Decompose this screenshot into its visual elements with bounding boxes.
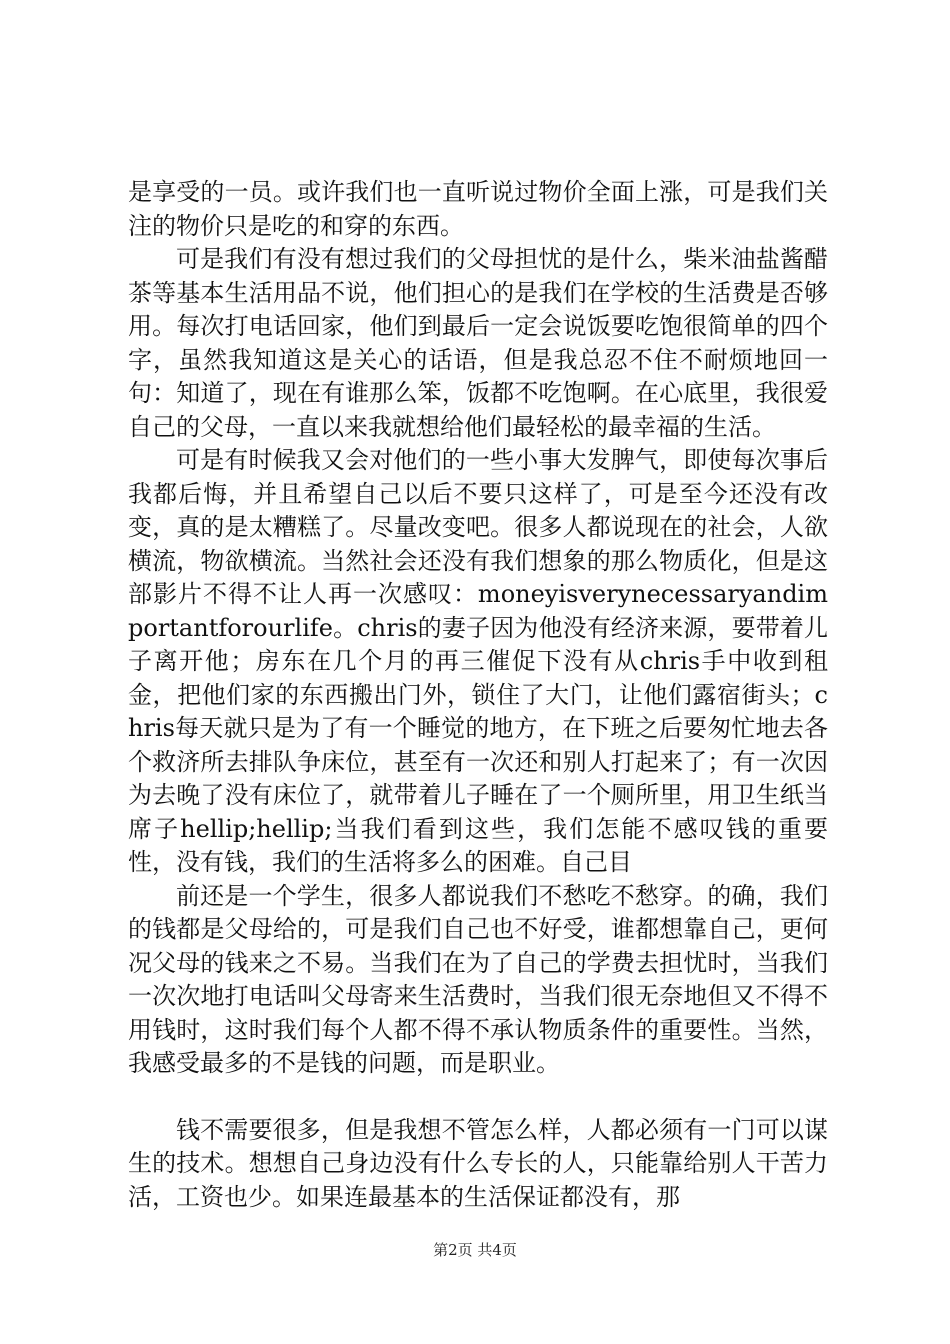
page-footer: 第2页 共4页 [433,1241,517,1259]
paragraph-2: 可是我们有没有想过我们的父母担忧的是什么，柴米油盐酱醋茶等基本生活用品不说，他们担心的是我们在学校的生活费是否够用。每次打电话回家，他们到最后一定会说饭要吃饱很简单的四个字，虽然我知道这是关心的话语，但是我总忍不住不耐烦地回一句：知道了，现在有谁那么笨，饭都不吃饱啊。在心底里，我很爱自己的父母，一直以来我就想给他们最轻松的最幸福的生活。 [128,245,828,441]
paragraph-1: 是享受的一员。或许我们也一直听说过物价全面上涨，可是我们关注的物价只是吃的和穿的东西。 [128,178,828,240]
paragraph-spacer [128,1081,828,1114]
document-body [128,176,828,1214]
paragraph-4: 前还是一个学生，很多人都说我们不愁吃不愁穿。的确，我们的钱都是父母给的，可是我们自己也不好受，谁都想靠自己，更何况父母的钱来之不易。当我们在为了自己的学费去担忧时，当我们一次次地打电话叫父母寄来生活费时，当我们很无奈地但又不得不用钱时，这时我们每个人都不得不承认物质条件的重要性。当然，我感受最多的不是钱的问题，而是职业。 [128,881,828,1077]
paragraph-5: 钱不需要很多，但是我想不管怎么样，人都必须有一门可以谋生的技术。想想自己身边没有什么专长的人，只能靠给别人干苦力活，工资也少。如果连最基本的生活保证都没有，那 [128,1115,828,1211]
paragraph-3: 可是有时候我又会对他们的一些小事大发脾气，即使每次事后我都后悔，并且希望自己以后不要只这样了，可是至今还没有改变，真的是太糟糕了。尽量改变吧。很多人都说现在的社会，人欲横流，物欲横流。当然社会还没有我们想象的那么物质化，但是这部影片不得不让人再一次感叹：moneyisverynecessaryandimportantforourlife。chris的妻子因为他没有经济来源，要带着儿子离开他；房东在几个月的再三催促下没有从chris手中收到租金，把他们家的东西搬出门外，锁住了大门，让他们露宿街头；chris每天就只是为了有一个睡觉的地方，在下班之后要匆忙地去各个救济所去排队争床位，甚至有一次还和别人打起来了；有一次因为去晚了没有床位了，就带着儿子睡在了一个厕所里，用卫生纸当席子hellip;hellip;当我们看到这些，我们怎能不感叹钱的重要性，没有钱，我们的生活将多么的困难。自己目 [128,446,828,876]
